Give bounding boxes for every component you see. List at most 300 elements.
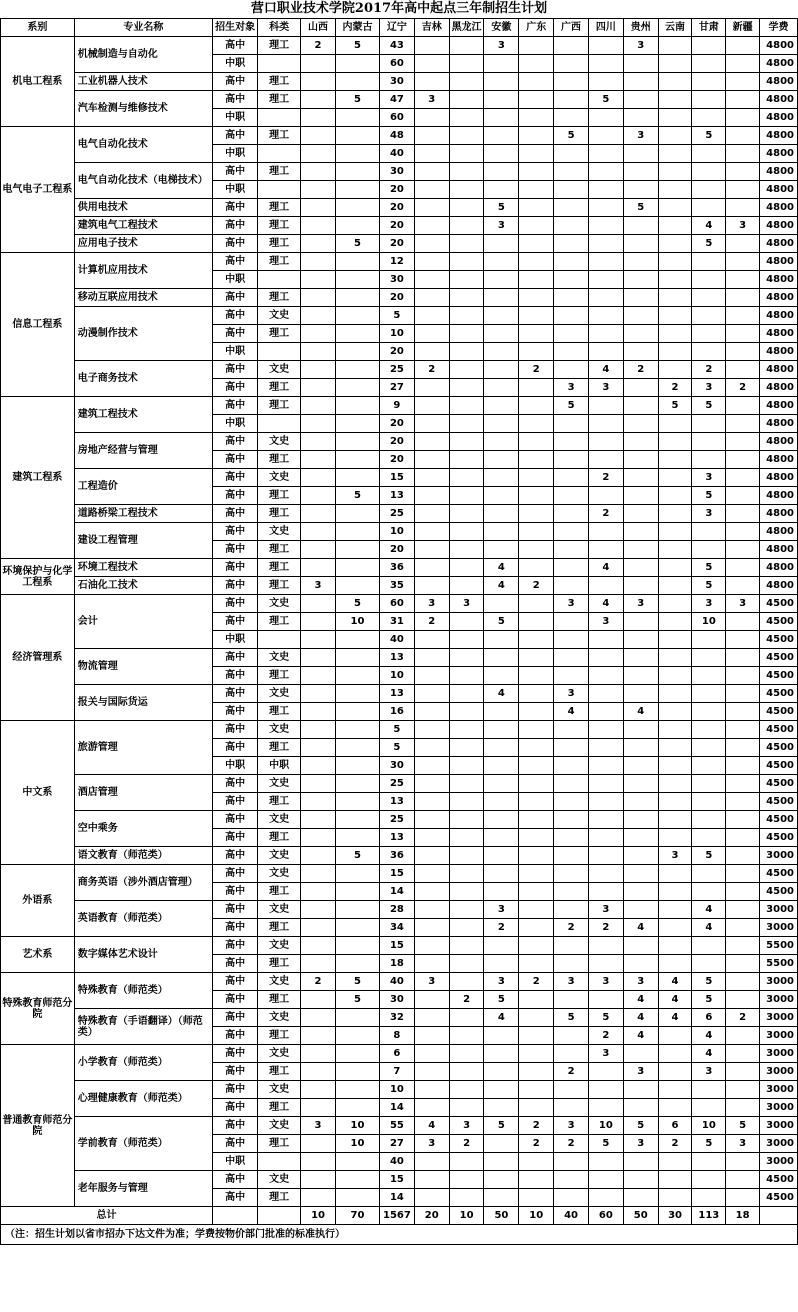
quota-cell: 4: [658, 973, 692, 991]
quota-cell: [449, 361, 484, 379]
quota-cell: 5: [484, 613, 519, 631]
quota-cell: 3: [623, 595, 658, 613]
quota-cell: [588, 343, 623, 361]
quota-cell: 48: [380, 127, 415, 145]
quota-cell: [335, 253, 379, 271]
quota-cell: [519, 451, 554, 469]
quota-cell: [726, 937, 760, 955]
quota-cell: 10: [692, 613, 726, 631]
quota-cell: [301, 775, 336, 793]
quota-cell: [658, 703, 692, 721]
quota-cell: [726, 199, 760, 217]
fee-cell: 4800: [760, 145, 798, 163]
quota-cell: [301, 955, 336, 973]
quota-cell: [623, 397, 658, 415]
quota-cell: [519, 739, 554, 757]
quota-cell: 4: [484, 685, 519, 703]
document-title: 营口职业技术学院2017年高中起点三年制招生计划: [250, 1, 548, 16]
quota-cell: [484, 91, 519, 109]
quota-cell: [658, 919, 692, 937]
quota-cell: [726, 811, 760, 829]
quota-cell: [726, 973, 760, 991]
subject-cell: 理工: [258, 703, 301, 721]
quota-cell: [335, 325, 379, 343]
quota-cell: [449, 307, 484, 325]
quota-cell: [449, 883, 484, 901]
enroll-object-cell: 高中: [213, 1063, 258, 1081]
quota-cell: [588, 1153, 623, 1171]
quota-cell: 28: [380, 901, 415, 919]
enroll-object-cell: 中职: [213, 757, 258, 775]
quota-cell: 25: [380, 361, 415, 379]
quota-cell: [692, 325, 726, 343]
quota-cell: [588, 145, 623, 163]
subject-cell: 文史: [258, 523, 301, 541]
quota-cell: [588, 757, 623, 775]
quota-cell: [726, 289, 760, 307]
quota-cell: [414, 37, 449, 55]
quota-cell: [449, 685, 484, 703]
quota-cell: [588, 73, 623, 91]
fee-cell: 4800: [760, 541, 798, 559]
quota-cell: [519, 523, 554, 541]
quota-cell: 20: [380, 289, 415, 307]
quota-cell: [554, 253, 589, 271]
dept-cell: 环境保护与化学工程系: [1, 559, 75, 595]
table-row: [1, 685, 798, 703]
quota-cell: [335, 271, 379, 289]
table-row: [1, 559, 798, 577]
quota-cell: [519, 865, 554, 883]
quota-cell: [449, 1063, 484, 1081]
quota-cell: [554, 307, 589, 325]
quota-cell: [623, 721, 658, 739]
quota-cell: [519, 91, 554, 109]
quota-cell: [588, 793, 623, 811]
subject-cell: [258, 271, 301, 289]
quota-cell: [692, 451, 726, 469]
quota-cell: [519, 1027, 554, 1045]
quota-cell: [335, 1045, 379, 1063]
quota-cell: [449, 631, 484, 649]
major-cell: 工程造价: [74, 469, 212, 505]
quota-cell: [623, 235, 658, 253]
quota-cell: [588, 397, 623, 415]
quota-cell: [623, 487, 658, 505]
quota-cell: [726, 505, 760, 523]
quota-cell: [623, 307, 658, 325]
quota-cell: [623, 613, 658, 631]
major-cell: 特殊教育（手语翻译）（师范类）: [74, 1009, 212, 1045]
quota-cell: [692, 721, 726, 739]
quota-cell: 5: [692, 127, 726, 145]
quota-cell: 18: [380, 955, 415, 973]
header-obj: 招生对象: [213, 19, 258, 37]
quota-cell: [554, 235, 589, 253]
quota-cell: [335, 289, 379, 307]
fee-cell: 4800: [760, 253, 798, 271]
quota-cell: [449, 829, 484, 847]
quota-cell: [449, 847, 484, 865]
quota-cell: [449, 541, 484, 559]
quota-cell: [519, 847, 554, 865]
quota-cell: [484, 253, 519, 271]
quota-cell: [335, 1027, 379, 1045]
enroll-object-cell: 高中: [213, 721, 258, 739]
quota-cell: [414, 883, 449, 901]
quota-cell: [519, 307, 554, 325]
quota-cell: [658, 235, 692, 253]
quota-cell: [484, 109, 519, 127]
subject-cell: 理工: [258, 379, 301, 397]
quota-cell: 15: [380, 937, 415, 955]
quota-cell: [658, 1099, 692, 1117]
header-province: 内蒙古: [335, 19, 379, 37]
quota-cell: [449, 199, 484, 217]
fee-cell: 4800: [760, 469, 798, 487]
quota-cell: [519, 649, 554, 667]
quota-cell: [623, 847, 658, 865]
quota-cell: [414, 253, 449, 271]
quota-cell: [301, 1189, 336, 1207]
quota-cell: [414, 667, 449, 685]
enroll-object-cell: 高中: [213, 37, 258, 55]
quota-cell: [414, 55, 449, 73]
quota-cell: [449, 775, 484, 793]
quota-cell: [588, 829, 623, 847]
quota-cell: [519, 127, 554, 145]
quota-cell: 2: [588, 919, 623, 937]
major-cell: 电气自动化技术: [74, 127, 212, 163]
quota-cell: [519, 883, 554, 901]
dept-cell: 电气电子工程系: [1, 127, 75, 253]
quota-cell: [414, 307, 449, 325]
quota-cell: [554, 649, 589, 667]
quota-cell: 10: [380, 1081, 415, 1099]
quota-cell: [588, 955, 623, 973]
quota-cell: [658, 577, 692, 595]
quota-cell: [335, 307, 379, 325]
quota-cell: [726, 253, 760, 271]
quota-cell: 5: [335, 91, 379, 109]
quota-cell: [658, 667, 692, 685]
quota-cell: [658, 613, 692, 631]
quota-cell: 4: [692, 1027, 726, 1045]
quota-cell: [726, 1081, 760, 1099]
quota-cell: [484, 523, 519, 541]
subject-cell: 文史: [258, 1009, 301, 1027]
fee-cell: 4500: [760, 757, 798, 775]
total-value: 30: [658, 1207, 692, 1225]
fee-cell: 4800: [760, 217, 798, 235]
major-cell: 英语教育（师范类）: [74, 901, 212, 937]
subject-cell: 文史: [258, 847, 301, 865]
quota-cell: [335, 343, 379, 361]
quota-cell: [335, 883, 379, 901]
quota-cell: [623, 1171, 658, 1189]
quota-cell: [588, 433, 623, 451]
quota-cell: [623, 109, 658, 127]
quota-cell: [414, 865, 449, 883]
quota-cell: 2: [554, 919, 589, 937]
quota-cell: [658, 541, 692, 559]
quota-cell: [726, 829, 760, 847]
quota-cell: [588, 253, 623, 271]
quota-cell: [623, 901, 658, 919]
total-value: 113: [692, 1207, 726, 1225]
fee-cell: 3000: [760, 1153, 798, 1171]
dept-cell: 中文系: [1, 721, 75, 865]
quota-cell: [554, 163, 589, 181]
major-cell: 语文教育（师范类）: [74, 847, 212, 865]
quota-cell: [414, 703, 449, 721]
quota-cell: [449, 343, 484, 361]
table-row: [1, 721, 798, 739]
quota-cell: [692, 739, 726, 757]
quota-cell: [414, 487, 449, 505]
quota-cell: [692, 145, 726, 163]
quota-cell: [726, 541, 760, 559]
quota-cell: [484, 1171, 519, 1189]
quota-cell: [726, 325, 760, 343]
quota-cell: [414, 1099, 449, 1117]
quota-cell: [335, 1189, 379, 1207]
quota-cell: [484, 289, 519, 307]
quota-cell: [449, 1009, 484, 1027]
quota-cell: [623, 829, 658, 847]
quota-cell: [623, 793, 658, 811]
quota-cell: [588, 1081, 623, 1099]
quota-cell: [588, 55, 623, 73]
quota-cell: [484, 379, 519, 397]
quota-cell: [554, 433, 589, 451]
quota-cell: [335, 469, 379, 487]
enroll-object-cell: 高中: [213, 829, 258, 847]
fee-cell: 4800: [760, 505, 798, 523]
quota-cell: [449, 955, 484, 973]
quota-cell: [623, 505, 658, 523]
quota-cell: [335, 1009, 379, 1027]
major-cell: 小学教育（师范类）: [74, 1045, 212, 1081]
quota-cell: [301, 757, 336, 775]
quota-cell: 25: [380, 811, 415, 829]
note-row: [1, 1225, 798, 1245]
quota-cell: [726, 559, 760, 577]
quota-cell: [658, 595, 692, 613]
header-province: 辽宁: [380, 19, 415, 37]
quota-cell: [414, 847, 449, 865]
quota-cell: [484, 1027, 519, 1045]
quota-cell: [414, 289, 449, 307]
quota-cell: 2: [519, 577, 554, 595]
total-label: 总计: [1, 1207, 213, 1225]
quota-cell: [519, 379, 554, 397]
quota-cell: [414, 811, 449, 829]
enroll-object-cell: 中职: [213, 145, 258, 163]
quota-cell: 30: [380, 163, 415, 181]
quota-cell: [519, 721, 554, 739]
quota-cell: 5: [726, 1117, 760, 1135]
quota-cell: 3: [726, 217, 760, 235]
quota-cell: 30: [380, 73, 415, 91]
quota-cell: 3: [484, 973, 519, 991]
enroll-object-cell: 高中: [213, 289, 258, 307]
quota-cell: 5: [335, 595, 379, 613]
subject-cell: 文史: [258, 307, 301, 325]
quota-cell: [623, 1153, 658, 1171]
quota-cell: [588, 991, 623, 1009]
fee-cell: 3000: [760, 1045, 798, 1063]
quota-cell: [519, 109, 554, 127]
subject-cell: 文史: [258, 433, 301, 451]
footnote: （注：招生计划以省市招办下达文件为准；学费按物价部门批准的标准执行）: [1, 1225, 798, 1245]
quota-cell: [519, 1081, 554, 1099]
quota-cell: 4: [623, 1009, 658, 1027]
quota-cell: [484, 325, 519, 343]
quota-cell: [449, 811, 484, 829]
quota-cell: [588, 523, 623, 541]
quota-cell: [692, 1153, 726, 1171]
enroll-object-cell: 高中: [213, 541, 258, 559]
quota-cell: [623, 955, 658, 973]
quota-cell: [726, 991, 760, 1009]
quota-cell: [414, 1045, 449, 1063]
quota-cell: 5: [658, 397, 692, 415]
quota-cell: [519, 1171, 554, 1189]
quota-cell: 5: [484, 199, 519, 217]
major-cell: 酒店管理: [74, 775, 212, 811]
quota-cell: [519, 1009, 554, 1027]
quota-cell: [658, 1063, 692, 1081]
quota-cell: 3: [301, 1117, 336, 1135]
quota-cell: [692, 307, 726, 325]
enroll-object-cell: 高中: [213, 127, 258, 145]
quota-cell: [519, 433, 554, 451]
quota-cell: [301, 523, 336, 541]
subject-cell: 理工: [258, 487, 301, 505]
fee-cell: 4800: [760, 91, 798, 109]
quota-cell: [726, 631, 760, 649]
quota-cell: [623, 163, 658, 181]
quota-cell: [301, 1009, 336, 1027]
quota-cell: [726, 703, 760, 721]
quota-cell: [588, 847, 623, 865]
enroll-object-cell: 高中: [213, 325, 258, 343]
quota-cell: [335, 397, 379, 415]
quota-cell: 3: [484, 37, 519, 55]
header-province: 广东: [519, 19, 554, 37]
quota-cell: [554, 739, 589, 757]
quota-cell: [726, 865, 760, 883]
quota-cell: 3: [554, 973, 589, 991]
quota-cell: 3: [623, 1135, 658, 1153]
quota-cell: [519, 289, 554, 307]
enroll-object-cell: 高中: [213, 685, 258, 703]
quota-cell: [658, 775, 692, 793]
quota-cell: 10: [380, 325, 415, 343]
fee-cell: 5500: [760, 955, 798, 973]
quota-cell: [726, 433, 760, 451]
fee-cell: 4500: [760, 613, 798, 631]
quota-cell: [301, 397, 336, 415]
quota-cell: [554, 1099, 589, 1117]
quota-cell: [519, 1153, 554, 1171]
quota-cell: 2: [519, 1117, 554, 1135]
quota-cell: [658, 559, 692, 577]
quota-cell: 4: [484, 1009, 519, 1027]
fee-cell: 3000: [760, 1135, 798, 1153]
quota-cell: 27: [380, 379, 415, 397]
quota-cell: [692, 91, 726, 109]
quota-cell: [335, 55, 379, 73]
quota-cell: [554, 775, 589, 793]
quota-cell: [554, 667, 589, 685]
enroll-object-cell: 高中: [213, 235, 258, 253]
quota-cell: 3: [726, 1135, 760, 1153]
quota-cell: 20: [380, 181, 415, 199]
quota-cell: 10: [335, 613, 379, 631]
quota-cell: 2: [726, 1009, 760, 1027]
quota-cell: [449, 127, 484, 145]
quota-cell: [301, 343, 336, 361]
quota-cell: [301, 919, 336, 937]
quota-cell: 10: [380, 523, 415, 541]
quota-cell: [519, 1099, 554, 1117]
quota-cell: [726, 523, 760, 541]
quota-cell: 4: [588, 595, 623, 613]
major-cell: 电气自动化技术（电梯技术）: [74, 163, 212, 199]
fee-cell: 4800: [760, 181, 798, 199]
quota-cell: [301, 1171, 336, 1189]
quota-cell: [623, 523, 658, 541]
quota-cell: [449, 667, 484, 685]
quota-cell: [554, 451, 589, 469]
quota-cell: [414, 955, 449, 973]
subject-cell: 文史: [258, 1117, 301, 1135]
quota-cell: [623, 289, 658, 307]
quota-cell: [692, 271, 726, 289]
quota-cell: [484, 505, 519, 523]
total-value: 70: [335, 1207, 379, 1225]
quota-cell: 13: [380, 685, 415, 703]
quota-cell: [301, 793, 336, 811]
subject-cell: 理工: [258, 1027, 301, 1045]
header-dept: 系别: [1, 19, 75, 37]
fee-cell: 4800: [760, 271, 798, 289]
table-row: [1, 361, 798, 379]
subject-cell: 理工: [258, 667, 301, 685]
quota-cell: [484, 343, 519, 361]
quota-cell: [301, 199, 336, 217]
quota-cell: [414, 829, 449, 847]
quota-cell: [726, 883, 760, 901]
dept-cell: 特殊教育师范分院: [1, 973, 75, 1045]
quota-cell: 3: [554, 685, 589, 703]
quota-cell: [301, 865, 336, 883]
table-row: [1, 163, 798, 181]
quota-cell: [692, 865, 726, 883]
quota-cell: 3: [692, 1063, 726, 1081]
quota-cell: 4: [658, 1009, 692, 1027]
quota-cell: 13: [380, 487, 415, 505]
quota-cell: [588, 181, 623, 199]
fee-cell: 4800: [760, 343, 798, 361]
quota-cell: [301, 253, 336, 271]
quota-cell: [554, 415, 589, 433]
fee-cell: 4500: [760, 631, 798, 649]
quota-cell: [414, 1063, 449, 1081]
major-cell: 移动互联应用技术: [74, 289, 212, 307]
